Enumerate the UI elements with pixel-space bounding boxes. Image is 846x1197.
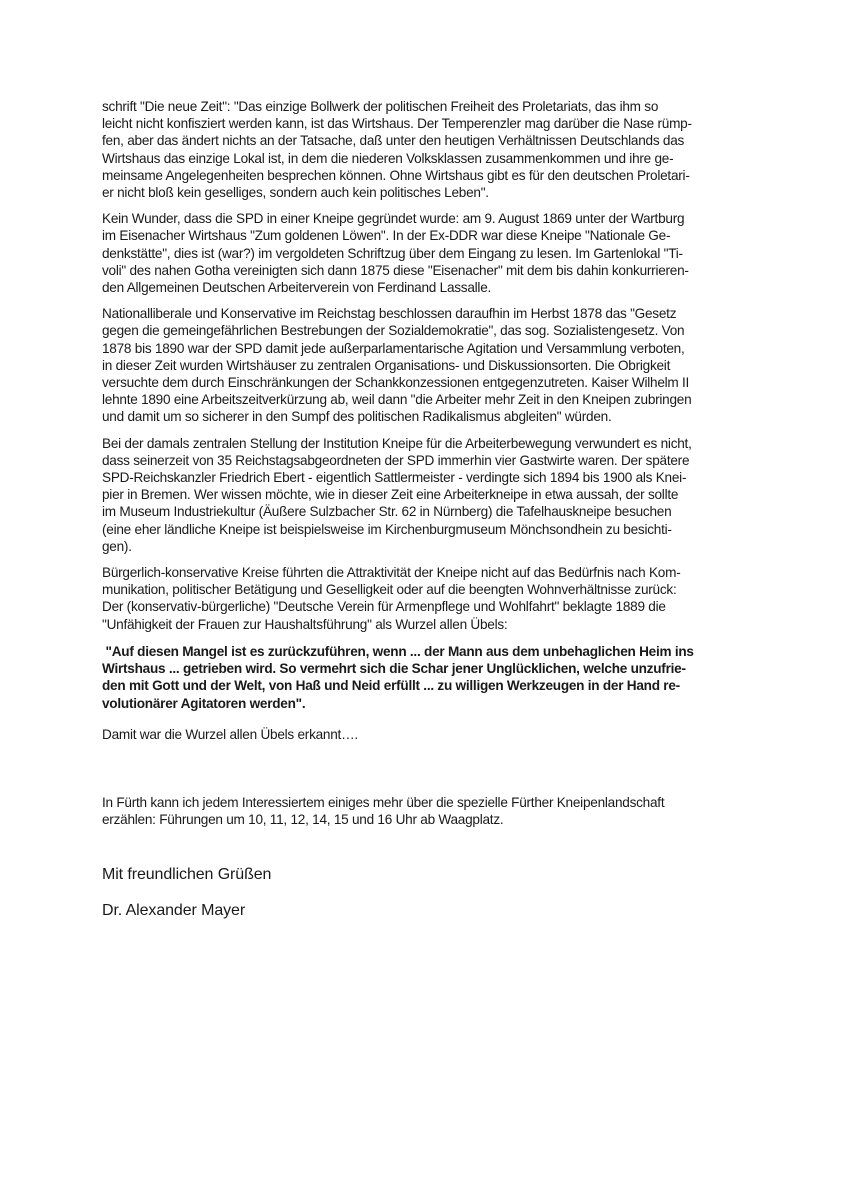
text-line: Der (konservativ-bürgerliche) "Deutsche Verein für Armenpflege und Wohlfahrt" beklagte 1889 die xyxy=(102,599,666,615)
text-line: gen). xyxy=(102,538,132,554)
text-line: "Unfähigkeit der Frauen zur Haushaltsführung" als Wurzel allen Übels: xyxy=(102,616,508,632)
text-line: schrift "Die neue Zeit": "Das einzige Bollwerk der politischen Freiheit des Proletariats, das ihm so xyxy=(102,99,659,114)
text-line: im Eisenacher Wirtshaus "Zum goldenen Löwen". In der Ex-DDR war diese Kneipe "Nationale Ge- xyxy=(102,228,671,244)
text-line: dass seinerzeit von 35 Reichstagsabgeordneten der SPD immerhin vier Gastwirte waren. Der spätere xyxy=(102,452,690,468)
text-line: Kein Wunder, dass die SPD in einer Kneipe gegründet wurde: am 9. August 1869 unter der Wartburg xyxy=(102,211,685,227)
text-line: SPD-Reichskanzler Friedrich Ebert - eigentlich Sattlermeister - verdingte sich 1894 bis 1900 als Knei- xyxy=(102,470,687,486)
text-line: Damit war die Wurzel allen Übels erkannt…. xyxy=(102,726,358,742)
paragraph-tour-info xyxy=(102,794,762,828)
text-line: erzählen: Führungen um 10, 11, 12, 14, 15 und 16 Uhr ab Waagplatz. xyxy=(102,812,504,828)
text-line: versuchte dem durch Einschränkungen der Schankkonzessionen entgegenzutreten. Kaiser Wilhelm II xyxy=(102,375,690,391)
text-line: voli" des nahen Gotha vereinigten sich dann 1875 diese "Eisenacher" mit dem bis dahin konkurrieren- xyxy=(102,262,689,278)
paragraph-neue-zeit-quote xyxy=(102,98,762,201)
quote-line: Wirtshaus ... getrieben wird. So vermehrt sich die Schar jener Unglücklichen, welche unzufrie- xyxy=(102,661,686,677)
text-line: und damit um so sicherer in den Sumpf des politischen Radikalismus abgleiten" würden. xyxy=(102,409,612,425)
block-quote xyxy=(102,643,762,712)
text-line: Bei der damals zentralen Stellung der Institution Kneipe für die Arbeiterbewegung verwundert es nicht, xyxy=(102,435,692,451)
text-line: leicht nicht konfisziert werden kann, ist das Wirtshaus. Der Temperenzler mag darüber die Nase rümp- xyxy=(102,116,692,132)
spacer xyxy=(102,885,762,901)
text-line: meinsame Angelegenheiten besprechen können. Ohne Wirtshaus gibt es für den deutschen Proletari- xyxy=(102,167,690,183)
spacer xyxy=(102,752,762,796)
paragraph-spd-founding xyxy=(102,210,762,296)
text-line: pier in Bremen. Wer wissen möchte, wie in dieser Zeit eine Arbeiterkneipe in etwa aussah, der sollte xyxy=(102,487,679,503)
spacer xyxy=(102,837,762,865)
text-line: den Allgemeinen Deutschen Arbeiterverein von Ferdinand Lassalle. xyxy=(102,280,492,296)
text-line: munikation, politischer Betätigung und Geselligkeit oder auf die beengten Wohnverhältnisse zurück: xyxy=(102,582,677,598)
text-line: gegen die gemeingefährlichen Bestrebungen der Sozialdemokratie", das sog. Sozialistengesetz. Von xyxy=(102,323,685,339)
text-line: denkstätte", dies ist (war?) im vergoldeten Schriftzug über dem Eingang zu lesen. Im Gartenlokal "Ti- xyxy=(102,245,683,261)
text-line: (eine eher ländliche Kneipe ist beispielsweise im Kirchenburgmuseum Mönchsondhein zu besichti- xyxy=(102,521,672,537)
text-line: In Fürth kann ich jedem Interessiertem einiges mehr über die spezielle Fürther Kneipenlandschaft xyxy=(102,794,665,810)
quote-line: volutionärer Agitatoren werden". xyxy=(102,695,306,711)
text-line: fen, aber das ändert nichts an der Tatsache, daß unter den heutigen Verhältnissen Deutschlands das xyxy=(102,133,685,149)
paragraph-buergerlich-konservativ xyxy=(102,564,762,633)
closing-greeting: Mit freundlichen Grüßen xyxy=(102,866,272,884)
text-line: Bürgerlich-konservative Kreise führten die Attraktivität der Kneipe nicht auf das Bedürfnis nach Kom- xyxy=(102,565,681,581)
paragraph-arbeiterbewegung xyxy=(102,435,762,555)
document-page xyxy=(102,98,762,921)
text-line: lehnte 1890 eine Arbeitszeitverkürzung ab, weil dann "die Arbeiter mehr Zeit in den Kneipen zubringen xyxy=(102,392,692,408)
signature: Dr. Alexander Mayer xyxy=(102,902,246,920)
text-line: er nicht bloß kein geselliges, sondern auch kein politisches Leben". xyxy=(102,185,489,201)
text-line: 1878 bis 1890 war der SPD damit jede außerparlamentarische Agitation und Versammlung verboten, xyxy=(102,340,685,356)
conclusion xyxy=(102,726,762,743)
paragraph-sozialistengesetz xyxy=(102,305,762,425)
text-line: in dieser Zeit wurden Wirtshäuser zu zentralen Organisations- und Diskussionsorten. Die Obrigkeit xyxy=(102,357,671,373)
quote-line: den mit Gott und der Welt, von Haß und Neid erfüllt ... zu willigen Werkzeugen in der Hand re- xyxy=(102,678,680,694)
text-line: Nationalliberale und Konservative im Reichstag beschlossen daraufhin im Herbst 1878 das "Gesetz xyxy=(102,306,677,322)
text-line: im Museum Industriekultur (Äußere Sulzbacher Str. 62 in Nürnberg) die Tafelhauskneipe besuchen xyxy=(102,504,672,520)
text-line: Wirtshaus das einzige Lokal ist, in dem die niederen Volksklassen zusammenkommen und ihre ge- xyxy=(102,150,674,166)
quote-line: "Auf diesen Mangel ist es zurückzuführen, wenn ... der Mann aus dem unbehaglichen Heim ins xyxy=(102,643,694,659)
